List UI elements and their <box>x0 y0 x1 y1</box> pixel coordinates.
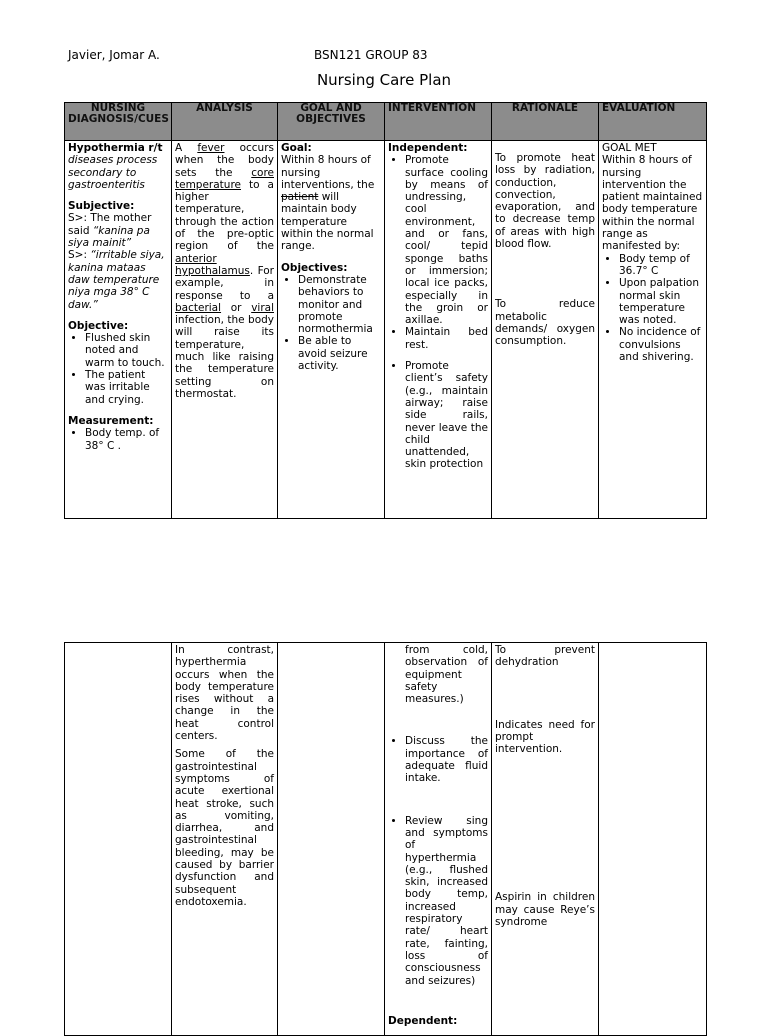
list-item: • Review sing and symptoms of hyperthermia (e.g., flushed skin, increased body temp, increased respiratory rate/ heart rate, fainting, loss of consciousness and seizures) <box>405 815 488 987</box>
subjective-cue-2: S>: “irritable siya, kanina mataas daw temperature niya mga 38° C daw.” <box>68 249 165 311</box>
analysis-paragraph-2: In contrast, hyperthermia occurs when the body temperature rises without a change in the heat control centers. <box>175 644 274 743</box>
table-row <box>65 643 707 1036</box>
list-item: • The patient was irritable and crying. <box>85 369 168 406</box>
student-name: Javier, Jomar A. <box>68 48 160 62</box>
evaluation-status: GOAL MET <box>602 142 657 154</box>
rationale-cell <box>492 141 599 519</box>
diagnosis-heading: Hypothermia r/t <box>68 142 163 154</box>
rationale-text-4: Indicates need for prompt intervention. <box>495 718 595 756</box>
objective-list <box>68 332 168 406</box>
goal-cell <box>278 141 385 519</box>
list-item: • No incidence of convulsions and shivering. <box>619 326 703 363</box>
col-header-rationale: RATIONALE <box>492 103 599 141</box>
rationale-text-5: Aspirin in children may cause Reye’s syndrome <box>495 891 595 929</box>
analysis-cell <box>172 141 278 519</box>
intervention-cell <box>385 141 492 519</box>
rationale-text-1: To promote heat loss by radiation, conduction, convection, evaporation, and to decrease temp of areas with high blood flow. <box>495 152 595 251</box>
table-header-row <box>65 103 707 141</box>
col-header-evaluation: EVALUATION <box>599 103 707 141</box>
objective-label: Objective: <box>68 319 129 332</box>
intervention-list <box>388 154 488 470</box>
page-title: Nursing Care Plan <box>316 71 452 89</box>
list-item: • Body temp of 36.7° C <box>619 253 703 278</box>
subjective-cue-1: S>: The mother said “kanina pa siya mainit” <box>68 212 152 250</box>
goal-cell-continued <box>278 643 385 1036</box>
care-plan-table-page1 <box>64 102 707 519</box>
list-item: • Upon palpation normal skin temperature was noted. <box>619 277 703 326</box>
analysis-cell-continued <box>172 643 278 1036</box>
measurement-label: Measurement: <box>68 414 154 427</box>
subjective-label: Subjective: <box>68 200 135 213</box>
objectives-label: Objectives: <box>281 261 348 274</box>
objectives-list <box>281 274 381 372</box>
list-item: • Maintain bed rest. <box>405 326 488 351</box>
diagnosis-cell <box>65 141 172 519</box>
rationale-text-3: To prevent dehydration <box>495 644 595 669</box>
list-item: • Discuss the importance of adequate fluid intake. <box>405 735 488 784</box>
analysis-paragraph-3: Some of the gastrointestinal symptoms of acute exertional heat stroke, such as vomiting, diarrhea, and gastrointestinal bleeding, may be caused by barrier dysfunction and subsequent endotoxemia. <box>175 748 274 908</box>
col-header-diagnosis: NURSING DIAGNOSIS/CUES <box>65 103 172 141</box>
dependent-label: Dependent: <box>388 1014 458 1027</box>
evaluation-list <box>602 253 703 364</box>
diagnosis-cell-continued <box>65 643 172 1036</box>
rationale-text-2: To reduce metabolic demands/ oxygen consumption. <box>495 298 595 348</box>
evaluation-cell-continued <box>599 643 707 1036</box>
group-label: BSN121 GROUP 83 <box>314 48 428 62</box>
list-item: • Body temp. of 38° C . <box>85 427 168 452</box>
intervention-list-continued <box>388 735 488 986</box>
intervention-cell-continued <box>385 643 492 1036</box>
goal-text: Within 8 hours of nursing interventions, the patient will maintain body temperature within the normal range. <box>281 154 375 253</box>
list-item: • Be able to avoid seizure activity. <box>298 335 381 372</box>
col-header-goal: GOAL AND OBJECTIVES <box>278 103 385 141</box>
col-header-analysis: ANALYSIS <box>172 103 278 141</box>
list-item: • Promote client’s safety (e.g., maintain airway; raise side rails, never leave the child unattended, skin protection <box>405 360 488 471</box>
goal-label: Goal: <box>281 142 312 154</box>
evaluation-cell <box>599 141 707 519</box>
independent-label: Independent: <box>388 142 468 154</box>
list-item: • Demonstrate behaviors to monitor and promote normothermia <box>298 274 381 335</box>
col-header-intervention: INTERVENTION <box>385 103 492 141</box>
measurement-list <box>68 427 168 452</box>
list-item: • Flushed skin noted and warm to touch. <box>85 332 168 369</box>
evaluation-text: Within 8 hours of nursing intervention the patient maintained body temperature within the normal range as manifested by: <box>602 154 703 253</box>
table-row <box>65 141 707 519</box>
diagnosis-text: diseases process secondary to gastroenteritis <box>68 154 158 191</box>
care-plan-table-page2 <box>64 642 707 1036</box>
rationale-cell-continued <box>492 643 599 1036</box>
list-item: • Promote surface cooling by means of undressing, cool environment, and or fans, cool/ tepid sponge baths or immersion; local ice packs, especially in the groin or axillae. <box>405 154 488 326</box>
intervention-continuation: from cold, observation of equipment safety measures.) <box>405 644 488 706</box>
analysis-paragraph-1: A fever occurs when the body sets the core temperature to a higher temperature, through the action of the pre-optic region of the anterior hypothalamus. For example, in response to a bacterial or viral infection, the body will raise its temperature, much like raising the temperature setting on thermostat. <box>175 142 274 400</box>
